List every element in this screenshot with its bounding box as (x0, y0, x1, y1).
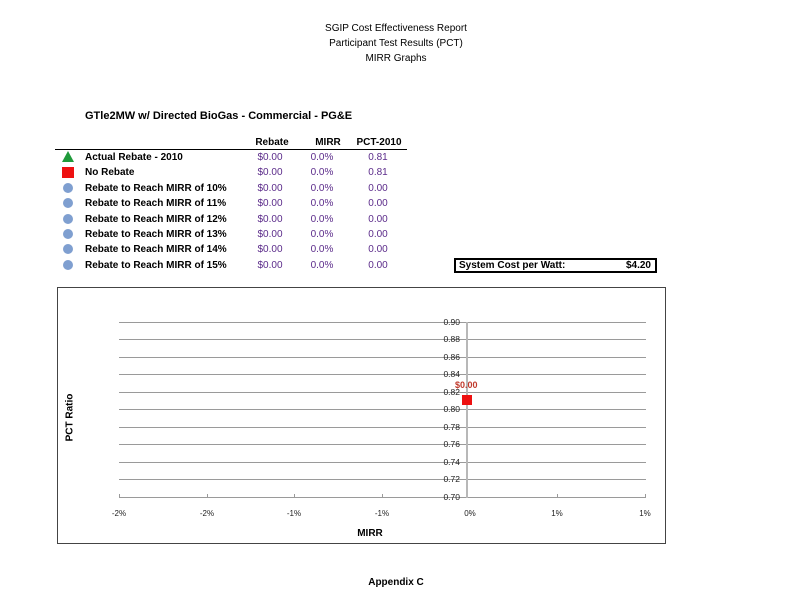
gridline (119, 444, 646, 445)
system-cost-box (454, 258, 657, 273)
report-subtitle: Participant Test Results (PCT) (329, 38, 463, 49)
table-row (0, 181, 420, 196)
x-tick-label: -2% (111, 509, 127, 518)
pct-value: 0.00 (368, 229, 388, 240)
rebate-value: $0.00 (257, 244, 283, 255)
x-tick-label: 0% (464, 509, 476, 518)
x-tick-label: -1% (286, 509, 302, 518)
rebate-value: $0.00 (257, 229, 283, 240)
x-tick-mark (119, 494, 120, 498)
mirr-value: 0.0% (310, 260, 334, 271)
row-label: Actual Rebate - 2010 (85, 152, 183, 163)
row-label: Rebate to Reach MIRR of 15% (85, 260, 227, 271)
circle-marker-icon (63, 229, 73, 239)
gridline (119, 322, 646, 323)
y-tick-label: 0.78 (443, 422, 460, 432)
gridline (119, 339, 646, 340)
x-tick-mark (557, 494, 558, 498)
x-tick-label: 1% (551, 509, 563, 518)
gridline (119, 392, 646, 393)
x-tick-label: 1% (639, 509, 651, 518)
rebate-value: $0.00 (257, 198, 283, 209)
mirr-value: 0.0% (310, 214, 334, 225)
y-tick-label: 0.86 (443, 352, 460, 362)
table-row (0, 196, 420, 211)
mirr-value: 0.0% (310, 152, 334, 163)
x-axis-title: MIRR (357, 528, 383, 539)
system-cost-value: $4.20 (625, 260, 651, 271)
gridline (119, 409, 646, 410)
x-tick-label: -1% (374, 509, 390, 518)
appendix-label: Appendix C (368, 577, 424, 588)
system-cost-label: System Cost per Watt: (459, 260, 566, 271)
report-title: SGIP Cost Effectiveness Report (325, 23, 467, 34)
x-tick-mark (645, 494, 646, 498)
circle-marker-icon (63, 198, 73, 208)
circle-marker-icon (63, 260, 73, 270)
square-marker-icon (62, 167, 74, 178)
circle-marker-icon (63, 214, 73, 224)
data-point-label: $0.00 (455, 380, 478, 390)
no-rebate-square-marker-icon (462, 395, 472, 405)
row-label: Rebate to Reach MIRR of 10% (85, 183, 227, 194)
y-tick-label: 0.72 (443, 474, 460, 484)
pct-value: 0.00 (368, 260, 388, 271)
rebate-value: $0.00 (257, 214, 283, 225)
table-row (0, 165, 420, 180)
mirr-value: 0.0% (310, 183, 334, 194)
rebate-value: $0.00 (257, 260, 283, 271)
y-tick-label: 0.76 (443, 439, 460, 449)
scenario-title: GTle2MW w/ Directed BioGas - Commercial - PG&E (85, 110, 353, 122)
y-tick-label: 0.90 (443, 317, 460, 327)
y-axis-title: PCT Ratio (64, 393, 76, 442)
col-header-mirr: MIRR (315, 137, 341, 148)
x-tick-mark (207, 494, 208, 498)
row-label: Rebate to Reach MIRR of 14% (85, 244, 227, 255)
table-row (0, 150, 420, 165)
circle-marker-icon (63, 183, 73, 193)
chart-area (57, 287, 666, 544)
triangle-marker-icon (62, 151, 74, 162)
pct-value: 0.81 (368, 152, 388, 163)
rebate-value: $0.00 (257, 183, 283, 194)
gridline (119, 479, 646, 480)
row-label: Rebate to Reach MIRR of 11% (85, 198, 227, 209)
table-row (0, 258, 420, 273)
rebate-value: $0.00 (257, 152, 283, 163)
y-tick-label: 0.88 (443, 334, 460, 344)
report-section: MIRR Graphs (365, 53, 427, 64)
y-tick-label: 0.80 (443, 404, 460, 414)
table-row (0, 242, 420, 257)
y-axis-line (466, 322, 468, 498)
pct-value: 0.00 (368, 183, 388, 194)
circle-marker-icon (63, 244, 73, 254)
gridline (119, 427, 646, 428)
y-tick-label: 0.84 (443, 369, 460, 379)
y-tick-label: 0.74 (443, 457, 460, 467)
mirr-value: 0.0% (310, 244, 334, 255)
gridline (119, 462, 646, 463)
mirr-value: 0.0% (310, 198, 334, 209)
pct-value: 0.00 (368, 244, 388, 255)
row-label: Rebate to Reach MIRR of 13% (85, 229, 227, 240)
x-tick-label: -2% (199, 509, 215, 518)
x-tick-mark (382, 494, 383, 498)
x-tick-mark (294, 494, 295, 498)
gridline (119, 357, 646, 358)
y-tick-label: 0.82 (443, 387, 460, 397)
rebate-value: $0.00 (257, 167, 283, 178)
mirr-value: 0.0% (310, 167, 334, 178)
col-header-pct: PCT-2010 (356, 137, 402, 148)
table-row (0, 212, 420, 227)
row-label: Rebate to Reach MIRR of 12% (85, 214, 227, 225)
pct-value: 0.81 (368, 167, 388, 178)
pct-value: 0.00 (368, 214, 388, 225)
table-row (0, 227, 420, 242)
mirr-value: 0.0% (310, 229, 334, 240)
col-header-rebate: Rebate (255, 137, 289, 148)
gridline (119, 374, 646, 375)
y-tick-label: 0.70 (443, 492, 460, 502)
row-label: No Rebate (85, 167, 135, 178)
pct-value: 0.00 (368, 198, 388, 209)
